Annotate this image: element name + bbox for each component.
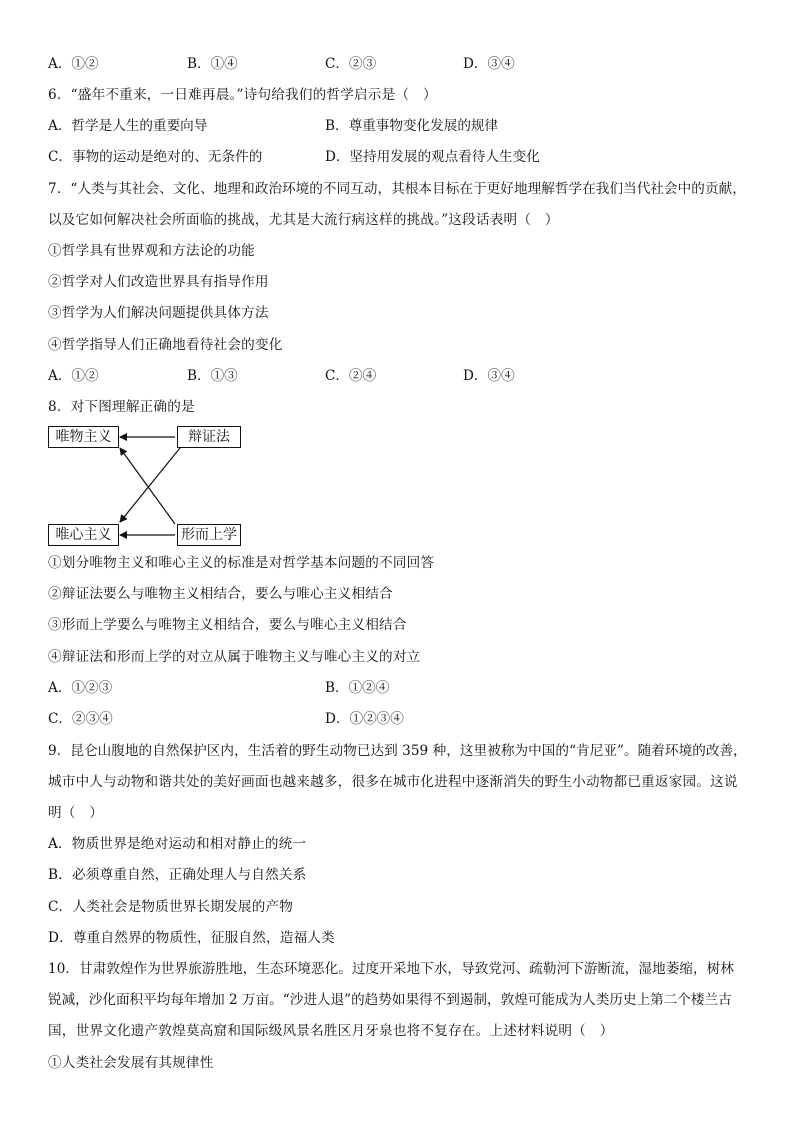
- option-d: D．③④: [463, 56, 515, 72]
- option-d: D．①②③④: [325, 711, 404, 727]
- option-b: B．①②④: [325, 680, 390, 696]
- option-c: C．②③④: [48, 711, 113, 727]
- question-stem-line: 9．昆仑山腹地的自然保护区内，生活着的野生动物已达到 359 种，这里被称为中国的“肯尼亚”。随着环境的改善，: [48, 743, 747, 759]
- option-a: A．①②: [48, 56, 99, 72]
- option-a: A．①②③: [48, 680, 113, 696]
- option-c: C．②③: [325, 56, 377, 72]
- question-stem-line: 国，世界文化遗产敦煌莫高窟和国际级风景名胜区月牙泉也将不复存在。上述材料说明（ ）: [48, 1023, 614, 1039]
- philosophy-diagram: [48, 424, 244, 548]
- option-b: B．尊重事物变化发展的规律: [325, 118, 499, 134]
- option-b: B．必须尊重自然，正确处理人与自然关系: [48, 867, 307, 883]
- option-d: D．尊重自然界的物质性，征服自然，造福人类: [48, 930, 335, 946]
- question-stem-line: 以及它如何解决社会所面临的挑战，尤其是大流行病这样的挑战。”这段话表明（ ）: [48, 212, 559, 228]
- statement-item: ②哲学对人们改造世界具有指导作用: [48, 274, 269, 290]
- question-stem-line: 城市中人与动物和谐共处的美好画面也越来越多，很多在城市化进程中逐渐消失的野生小动物都已重返家园。这说: [48, 774, 738, 790]
- statement-item: ①划分唯物主义和唯心主义的标准是对哲学基本问题的不同回答: [48, 555, 435, 571]
- arrow-dialectics-to-idealism: [120, 448, 180, 522]
- question-stem-line: 明（ ）: [48, 805, 104, 821]
- box-metaphysics: 形而上学: [177, 524, 241, 546]
- option-b: B．①③: [187, 368, 238, 384]
- statement-item: ③哲学为人们解决问题提供具体方法: [48, 305, 269, 321]
- box-dialectics: 辩证法: [177, 426, 241, 448]
- question-stem-line: 10．甘肃敦煌作为世界旅游胜地，生态环境恶化。过度开采地下水，导致党河、疏勒河下游断流，湿地萎缩，树林: [48, 961, 734, 977]
- box-materialism: 唯物主义: [48, 426, 119, 448]
- statement-item: ③形而上学要么与唯物主义相结合，要么与唯心主义相结合: [48, 617, 407, 633]
- option-d: D．坚持用发展的观点看待人生变化: [325, 149, 540, 165]
- option-b: B．①④: [187, 56, 238, 72]
- statement-item: ①哲学具有世界观和方法论的功能: [48, 243, 255, 259]
- option-c: C．②④: [325, 368, 377, 384]
- statement-item: ①人类社会发展有其规律性: [48, 1055, 214, 1071]
- option-a: A．哲学是人生的重要向导: [48, 118, 208, 134]
- statement-item: ④哲学指导人们正确地看待社会的变化: [48, 337, 283, 353]
- statement-item: ④辩证法和形而上学的对立从属于唯物主义与唯心主义的对立: [48, 649, 421, 665]
- option-c: C．人类社会是物质世界长期发展的产物: [48, 899, 294, 915]
- question-stem: 6．“盛年不重来，一日难再晨。”诗句给我们的哲学启示是（ ）: [48, 87, 437, 103]
- question-stem: 8．对下图理解正确的是: [48, 399, 195, 415]
- question-stem-line: 锐减，沙化面积平均每年增加 2 万亩。“沙进人退”的趋势如果得不到遏制，敦煌可能成为人类历史上第二个楼兰古: [48, 992, 732, 1008]
- option-a: A．物质世界是绝对运动和相对静止的统一: [48, 836, 307, 852]
- option-c: C．事物的运动是绝对的、无条件的: [48, 149, 263, 165]
- box-idealism: 唯心主义: [48, 524, 119, 546]
- question-stem-line: 7．“人类与其社会、文化、地理和政治环境的不同互动，其根本目标在于更好地理解哲学在我们当代社会中的贡献，: [48, 181, 746, 197]
- option-a: A．①②: [48, 368, 99, 384]
- statement-item: ②辩证法要么与唯物主义相结合，要么与唯心主义相结合: [48, 586, 393, 602]
- option-d: D．③④: [463, 368, 515, 384]
